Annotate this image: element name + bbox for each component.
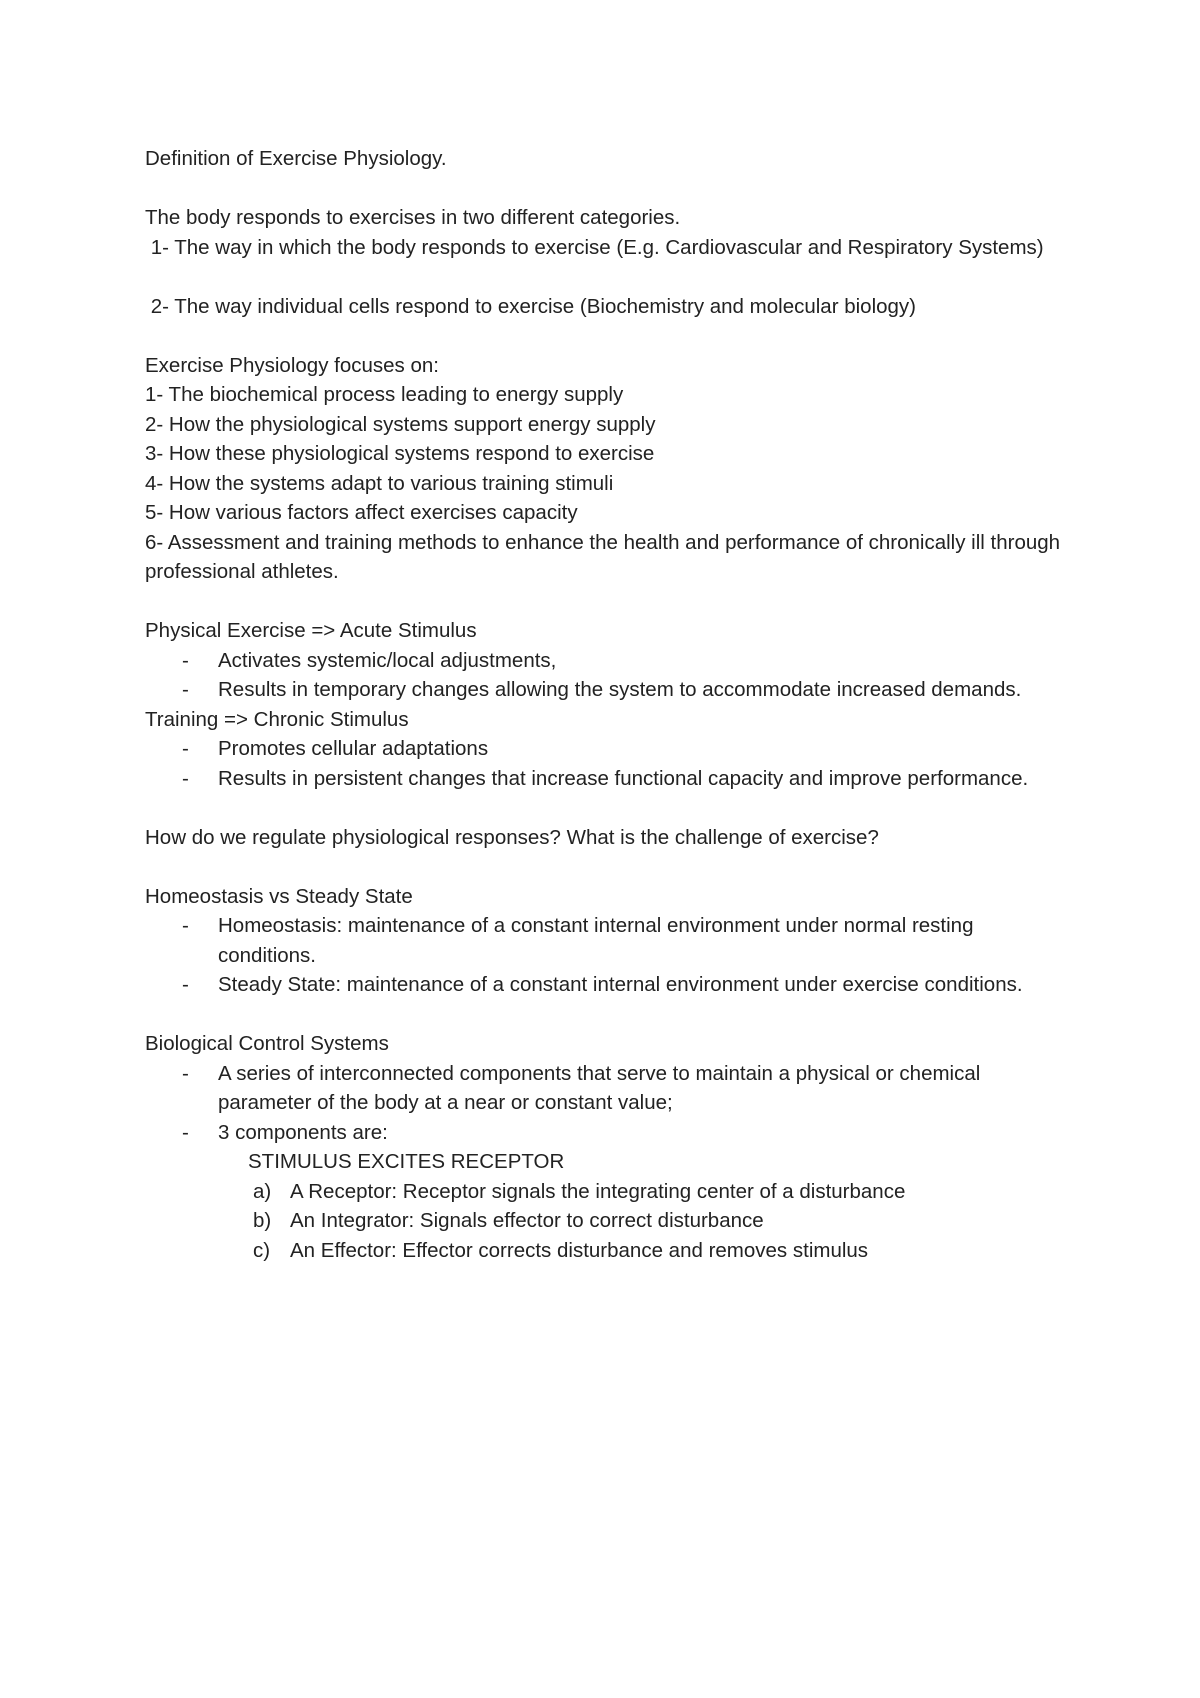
acute-bullet [145,646,1075,676]
focus-item: 3- How these physiological systems respond to exercise [145,442,655,465]
control-bullet [145,1118,1075,1148]
dash-marker: - [182,1120,189,1144]
component-item [253,1177,1075,1207]
bullet-text: Promotes cellular adaptations [218,737,489,760]
focus-item: 5- How various factors affect exercises capacity [145,501,578,524]
focuses-heading: Exercise Physiology focuses on: [145,353,439,377]
dash-marker: - [182,737,189,760]
homeostasis-bullet [145,911,1075,970]
document-page [145,144,1075,1265]
control-bullet [145,1059,1075,1118]
bullet-text: Homeostasis: maintenance of a constant internal environment under normal resting conditions. [218,914,974,967]
spacer [145,1000,1075,1030]
bullet-text: Activates systemic/local adjustments, [218,648,557,672]
spacer [145,321,1075,351]
stimulus-caps-line: STIMULUS EXCITES RECEPTOR [248,1150,565,1173]
component-label: b) [253,1209,272,1232]
component-item [253,1236,1075,1266]
spacer [145,174,1075,204]
component-text: A Receptor: Receptor signals the integrating center of a disturbance [290,1179,906,1203]
component-item [253,1206,1075,1236]
document-title: Definition of Exercise Physiology. [145,147,447,170]
acute-bullet [145,675,1075,705]
chronic-bullet [145,764,1075,794]
dash-marker: - [182,914,189,937]
component-text: An Effector: Effector corrects disturbance and removes stimulus [290,1238,869,1262]
responds-item-2: 2- The way individual cells respond to exercise (Biochemistry and molecular biology) [145,294,917,318]
control-heading: Biological Control Systems [145,1032,389,1055]
dash-marker: - [182,648,189,672]
focus-item: 2- How the physiological systems support energy supply [145,412,656,436]
focus-item: 6- Assessment and training methods to enhance the health and performance of chronically ill through professional athletes. [145,530,1066,583]
chronic-bullet [145,734,1075,764]
spacer [145,852,1075,882]
dash-marker: - [182,678,189,701]
bullet-text: 3 components are: [218,1120,388,1144]
bullet-text: Results in temporary changes allowing the system to accommodate increased demands. [218,678,1022,701]
dash-marker: - [182,1061,189,1085]
chronic-heading: Training => Chronic Stimulus [145,707,409,731]
spacer [145,793,1075,823]
responds-intro: The body responds to exercises in two different categories. [145,206,681,229]
focus-item: 4- How the systems adapt to various training stimuli [145,471,614,495]
spacer [145,262,1075,292]
bullet-text: Steady State: maintenance of a constant internal environment under exercise conditions. [218,973,1023,996]
component-text: An Integrator: Signals effector to correct disturbance [290,1209,764,1232]
homeostasis-bullet [145,970,1075,1000]
spacer [145,587,1075,617]
homeostasis-heading: Homeostasis vs Steady State [145,884,413,908]
bullet-text: A series of interconnected components that serve to maintain a physical or chemical parameter of the body at a near or constant value; [218,1061,981,1114]
responds-item-1: 1- The way in which the body responds to exercise (E.g. Cardiovascular and Respiratory Systems) [145,235,1044,259]
bullet-text: Results in persistent changes that increase functional capacity and improve performance. [218,766,1029,790]
acute-heading: Physical Exercise => Acute Stimulus [145,619,477,642]
question-line: How do we regulate physiological responses? What is the challenge of exercise? [145,825,879,849]
component-label: a) [253,1179,272,1203]
dash-marker: - [182,973,189,996]
dash-marker: - [182,766,189,790]
component-label: c) [253,1238,271,1262]
focus-item: 1- The biochemical process leading to energy supply [145,383,624,406]
